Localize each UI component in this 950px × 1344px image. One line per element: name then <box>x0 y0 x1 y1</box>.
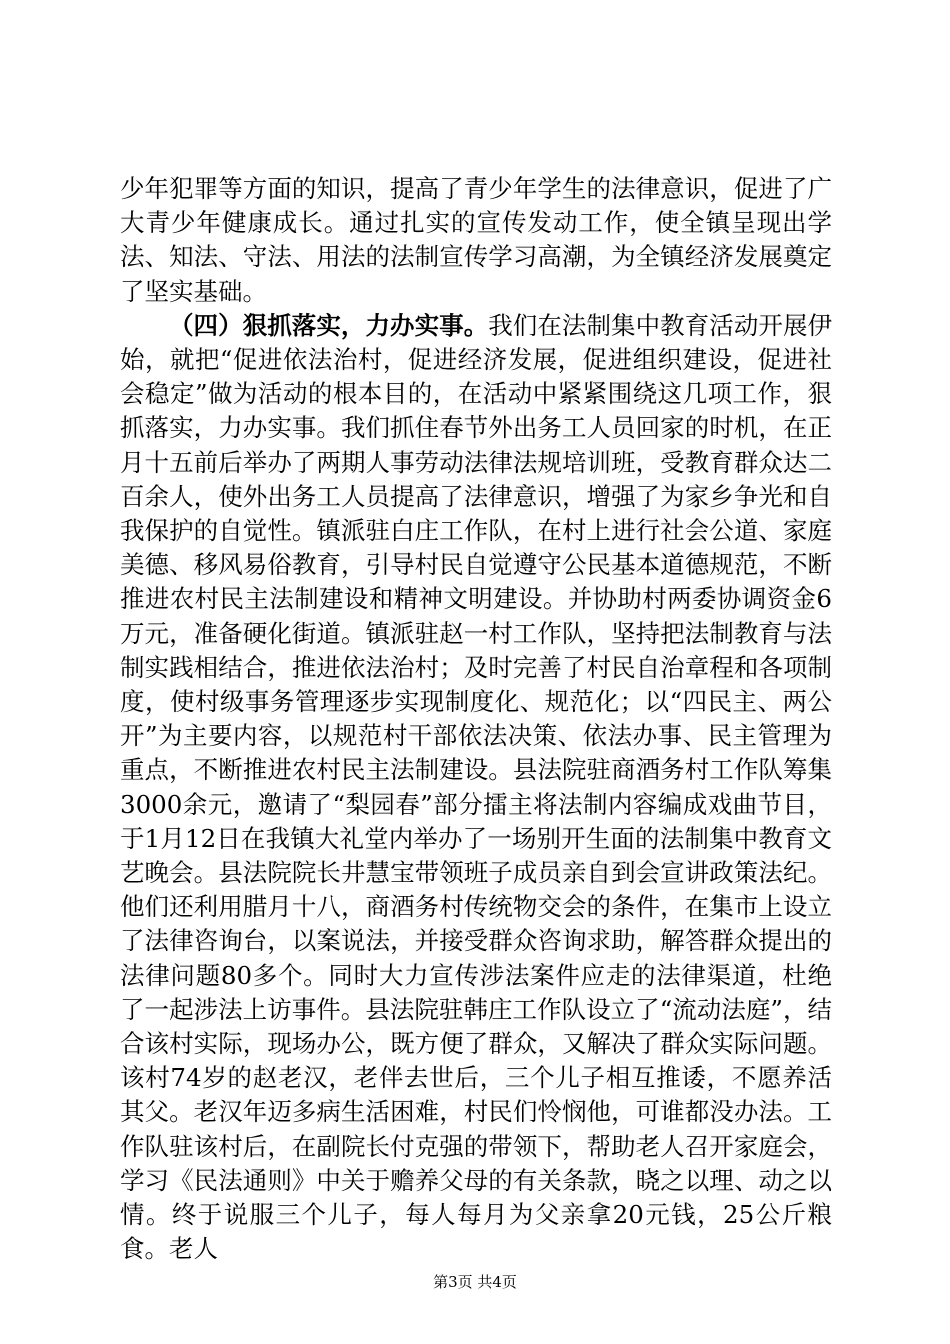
paragraph-section-four <box>120 309 832 1267</box>
document-body <box>120 172 832 1267</box>
page-number-footer: 第3页 共4页 <box>433 1273 517 1291</box>
section-heading: （四）狠抓落实，力办实事。 <box>169 310 489 340</box>
paragraph-continued: 少年犯罪等方面的知识，提高了青少年学生的法律意识，促进了广大青少年健康成长。通过扎实的宣传发动工作，使全镇呈现出学法、知法、守法、用法的法制宣传学习高潮，为全镇经济发展奠定了坚实基础。 <box>120 174 832 306</box>
section-body: 我们在法制集中教育活动开展伊始，就把“促进依法治村，促进经济发展，促进组织建设，促进社会稳定”做为活动的根本目的，在活动中紧紧围绕这几项工作，狠抓落实，力办实事。我们抓住春节外出务工人员回家的时机，在正月十五前后举办了两期人事劳动法律法规培训班，受教育群众达二百余人，使外出务工人员提高了法律意识，增强了为家乡争光和自我保护的自觉性。镇派驻白庄工作队，在村上进行社会公道、家庭美德、移风易俗教育，引导村民自觉遵守公民基本道德规范，不断推进农村民主法制建设和精神文明建设。并协助村两委协调资金6万元，准备硬化街道。镇派驻赵一村工作队，坚持把法制教育与法制实践相结合，推进依法治村；及时完善了村民自治章程和各项制度，使村级事务管理逐步实现制度化、规范化；以“四民主、两公开”为主要内容，以规范村干部依法决策、依法办事、民主管理为重点，不断推进农村民主法制建设。县法院驻商酒务村工作队筹集3000余元，邀请了“梨园春”部分擂主将法制内容编成戏曲节目，于1月12日在我镇大礼堂内举办了一场别开生面的法制集中教育文艺晚会。县法院院长井慧宝带领班子成员亲自到会宣讲政策法纪。他们还利用腊月十八，商酒务村传统物交会的条件，在集市上设立了法律咨询台，以案说法，并接受群众咨询求助，解答群众提出的法律问题80多个。同时大力宣传涉法案件应走的法律渠道，杜绝了一起涉法上访事件。县法院驻韩庄工作队设立了“流动法庭”，结合该村实际，现场办公，既方便了群众，又解决了群众实际问题。该村74岁的赵老汉，老伴去世后，三个儿子相互推诿，不愿养活其父。老汉年迈多病生活困难，村民们怜悯他，可谁都没办法。工作队驻该村后，在副院长付克强的带领下，帮助老人召开家庭会，学习《民法通则》中关于赡养父母的有关条款，晓之以理、动之以情。终于说服三个儿子，每人每月为父亲拿20元钱，25公斤粮食。老人 <box>120 310 832 1264</box>
